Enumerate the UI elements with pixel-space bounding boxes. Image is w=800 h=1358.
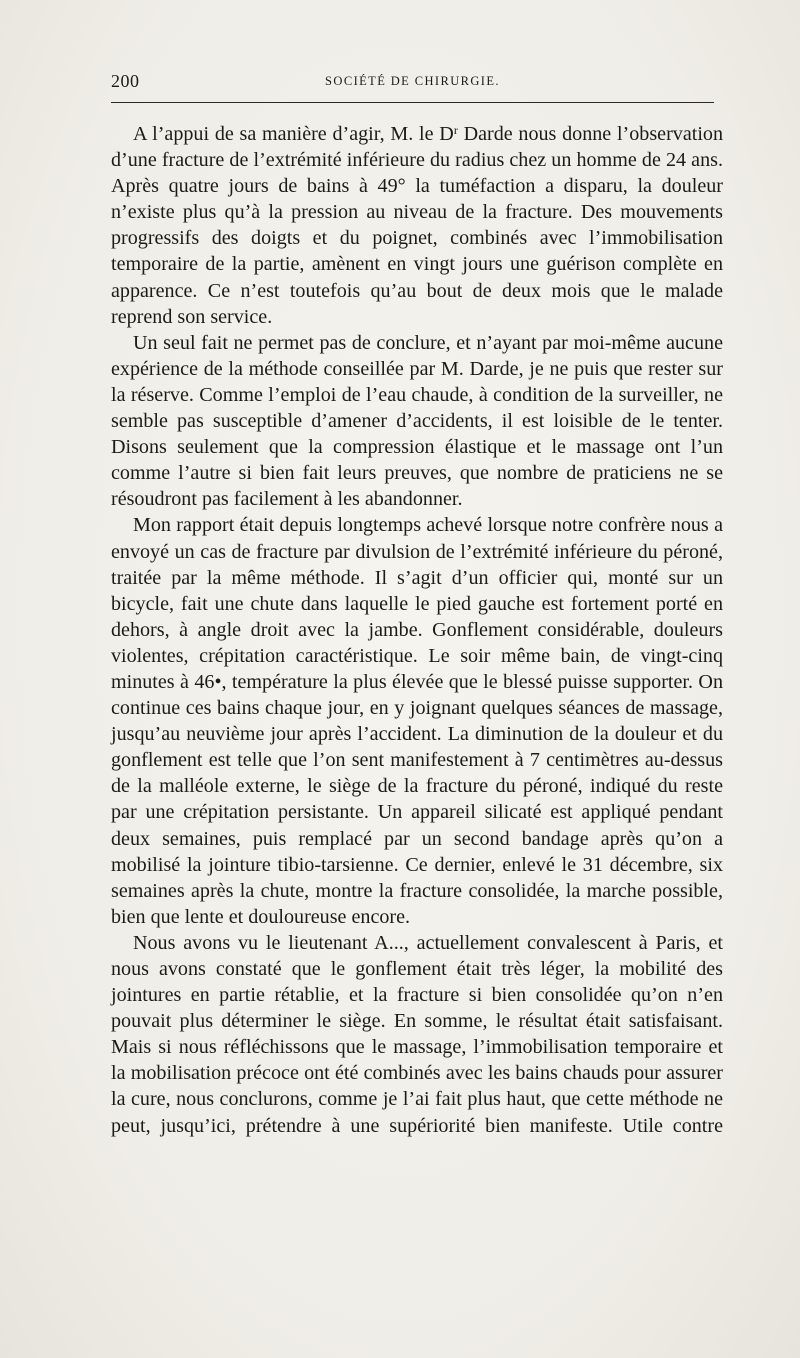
page-number: 200 bbox=[111, 71, 140, 91]
running-title: SOCIÉTÉ DE CHIRURGIE. bbox=[325, 74, 500, 88]
paragraph-lieutenant: Nous avons vu le lieutenant A..., actuellement convalescent à Paris, et nous avons constaté que le gonflement était très léger, la mobilité des jointures en partie rétablie, et la fracture si bien consolidée qu’on n’en pouvait plus déterminer le siège. En somme, le résultat était satisfaisant. Mais si nous réfléchissons que le massage, l’immobilisation temporaire et la mobilisation précoce ont été combinés avec les bains chauds pour assurer la cure, nous conclurons, comme je l’ai fait plus haut, que cette méthode ne peut, jusqu’ici, prétendre à une supériorité bien manifeste. Utile contre bbox=[111, 931, 723, 1137]
doctor-abbrev-superscript: r bbox=[453, 123, 458, 137]
paragraph-reserve: Un seul fait ne permet pas de conclure, et n’ayant par moi-même aucune expérience de la méthode conseillée par M. Darde, je ne puis que rester sur la réserve. Comme l’emploi de l’eau chaude, à condition de la surveiller, ne semble pas susceptible d’amener d’accidents, il est loisible de le tenter. Disons seulement que la compression élastique et le massage ont l’un comme l’autre si bien fait leurs preuves, que nombre de praticiens ne se résoudront pas facilement à les abandonner. bbox=[111, 331, 723, 511]
running-header bbox=[111, 68, 714, 103]
paragraph-text: A l’appui de sa manière d’agir, M. le D bbox=[133, 123, 454, 145]
paragraph-text: Darde nous donne l’observation d’une fracture de l’extrémité inférieure du radius chez un homme de 24 ans. Après quatre jours de bains à 49° la tuméfaction a disparu, la douleur n’existe plus qu’à la pression au niveau de la fracture. Des mouvements progressifs des doigts et du poignet, combinés avec l’immobilisation temporaire de la partie, amènent en vingt jours une guérison complète en apparence. Ce n’est toutefois qu’au bout de deux mois que le malade reprend son service. bbox=[111, 123, 723, 328]
paragraph-fibula-case: Mon rapport était depuis longtemps achevé lorsque notre confrère nous a envoyé un cas de fracture par divulsion de l’extrémité inférieure du péroné, traitée par la même méthode. Il s’agit d’un officier qui, monté sur un bicycle, fait une chute dans laquelle le pied gauche est fortement porté en dehors, à angle droit avec la jambe. Gonflement considérable, douleurs violentes, crépitation caractéristique. Le soir même bain, de vingt-cinq minutes à 46•, température la plus élevée que le blessé puisse supporter. On continue ces bains chaque jour, en y joignant quelques séances de massage, jusqu’au neuvième jour après l’accident. La diminution de la douleur et du gonflement est telle que l’on sent manifestement à 7 centimètres au-dessus de la malléole externe, le siège de la fracture du péroné, indiqué du reste par une crépitation persistante. Un appareil silicaté est appliqué pendant deux semaines, puis remplacé par un second bandage après qu’on a mobilisé la jointure tibio-tarsienne. Ce dernier, enlevé le 31 décembre, six semaines après la chute, montre la fracture consolidée, la marche possible, bien que lente et douloureuse encore. bbox=[111, 514, 723, 928]
body-text bbox=[111, 121, 723, 1139]
paragraph-darde-observation bbox=[111, 121, 723, 330]
